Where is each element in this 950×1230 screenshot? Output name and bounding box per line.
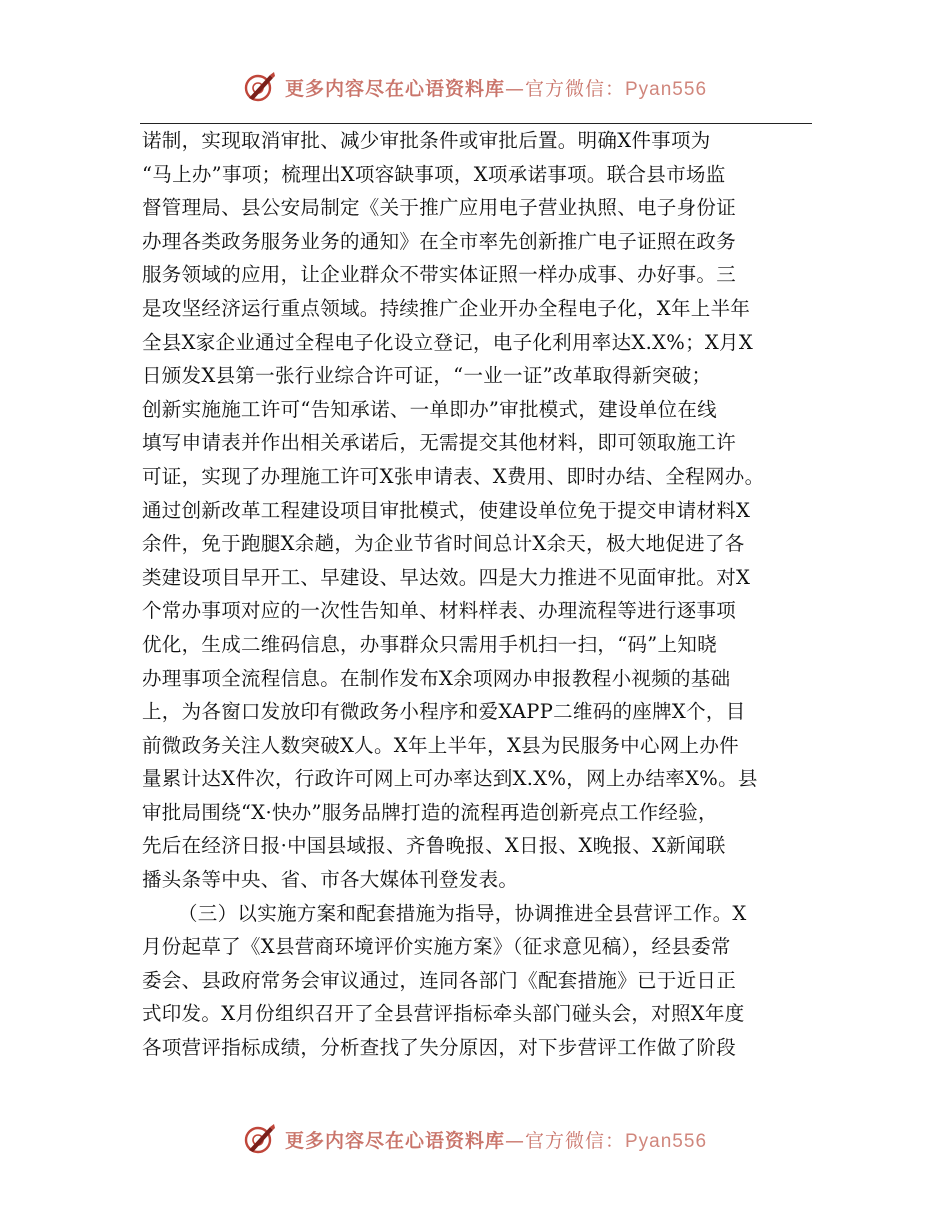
header-watermark	[0, 70, 950, 104]
header-watermark-text	[285, 74, 707, 101]
text-line: 类建设项目早开工、早建设、早达效。四是大力推进不见面审批。对X	[142, 565, 751, 589]
text-line: 督管理局、县公安局制定《关于推广应用电子营业执照、电子身份证	[142, 196, 737, 220]
text-line: 播头条等中央、省、市各大媒体刊登发表。	[142, 868, 519, 892]
text-line: 上，为各窗口发放印有微政务小程序和爱XAPP二维码的座牌X个，目	[142, 700, 746, 724]
text-line: 是攻坚经济运行重点领域。持续推广企业开办全程电子化，X年上半年	[142, 296, 751, 320]
text-line: 办理事项全流程信息。在制作发布X余项网办申报教程小视频的基础	[142, 666, 731, 690]
pen-logo-icon	[243, 70, 277, 104]
text-line: 各项营评指标成绩，分析查找了失分原因，对下步营评工作做了阶段	[142, 1036, 737, 1060]
text-line: “马上办”事项；梳理出X项容缺事项，X项承诺事项。联合县市场监	[142, 162, 726, 186]
text-line: 审批局围绕“X·快办”服务品牌打造的流程再造创新亮点工作经验，	[142, 800, 718, 824]
text-line: 前微政务关注人数突破X人。X年上半年，X县为民服务中心网上办件	[142, 733, 739, 757]
body-text	[142, 124, 818, 1065]
footer-watermark-dash: —	[504, 1129, 525, 1152]
footer-watermark-text	[285, 1126, 707, 1153]
section-heading-line: （三）以实施方案和配套措施为指导，协调推进全县营评工作。X	[178, 901, 747, 925]
text-line: 量累计达X件次，行政许可网上可办率达到X.X%，网上办结率X%。县	[142, 767, 758, 791]
text-line: 月份起草了《X县营商环境评价实施方案》（征求意见稿），经县委常	[142, 935, 731, 959]
header-watermark-sub: 官方微信：	[524, 77, 625, 100]
header-watermark-id: Pyan556	[625, 78, 708, 100]
text-line: 全县X家企业通过全程电子化设立登记，电子化利用率达X.X%；X月X	[142, 330, 754, 354]
text-line: 委会、县政府常务会审议通过，连同各部门《配套措施》已于近日正	[142, 968, 737, 992]
text-line: 填写申请表并作出相关承诺后，无需提交其他材料，即可领取施工许	[142, 431, 737, 455]
text-line: 先后在经济日报·中国县域报、齐鲁晚报、X日报、X晚报、X新闻联	[142, 834, 726, 858]
footer-watermark-sub: 官方微信：	[524, 1129, 625, 1152]
text-line: 办理各类政务服务业务的通知》在全市率先创新推广电子证照在政务	[142, 229, 737, 253]
footer-watermark-main: 更多内容尽在心语资料库	[284, 1129, 505, 1152]
text-line: 可证，实现了办理施工许可X张申请表、X费用、即时办结、全程网办。	[142, 464, 765, 488]
text-line: 个常办事项对应的一次性告知单、材料样表、办理流程等进行逐事项	[142, 599, 737, 623]
text-line: 余件，免于跑腿X余趟，为企业节省时间总计X余天，极大地促进了各	[142, 532, 745, 556]
footer-watermark	[0, 1122, 950, 1156]
footer-watermark-id: Pyan556	[625, 1130, 708, 1152]
text-line: 式印发。X月份组织召开了全县营评指标牵头部门碰头会，对照X年度	[142, 1002, 745, 1026]
text-line: 诺制，实现取消审批、减少审批条件或审批后置。明确X件事项为	[142, 129, 711, 152]
text-line: 创新实施施工许可“告知承诺、一单即办”审批模式，建设单位在线	[142, 397, 717, 421]
pen-logo-icon	[243, 1122, 277, 1156]
text-line: 服务领域的应用，让企业群众不带实体证照一样办成事、办好事。三	[142, 263, 737, 287]
header-watermark-dash: —	[504, 77, 525, 100]
header-watermark-main: 更多内容尽在心语资料库	[284, 77, 505, 100]
text-line: 日颁发X县第一张行业综合许可证，“一业一证”改革取得新突破；	[142, 364, 712, 388]
text-line: 优化，生成二维码信息，办事群众只需用手机扫一扫，“码”上知晓	[142, 632, 717, 656]
text-line: 通过创新改革工程建设项目审批模式，使建设单位免于提交申请材料X	[142, 498, 751, 522]
